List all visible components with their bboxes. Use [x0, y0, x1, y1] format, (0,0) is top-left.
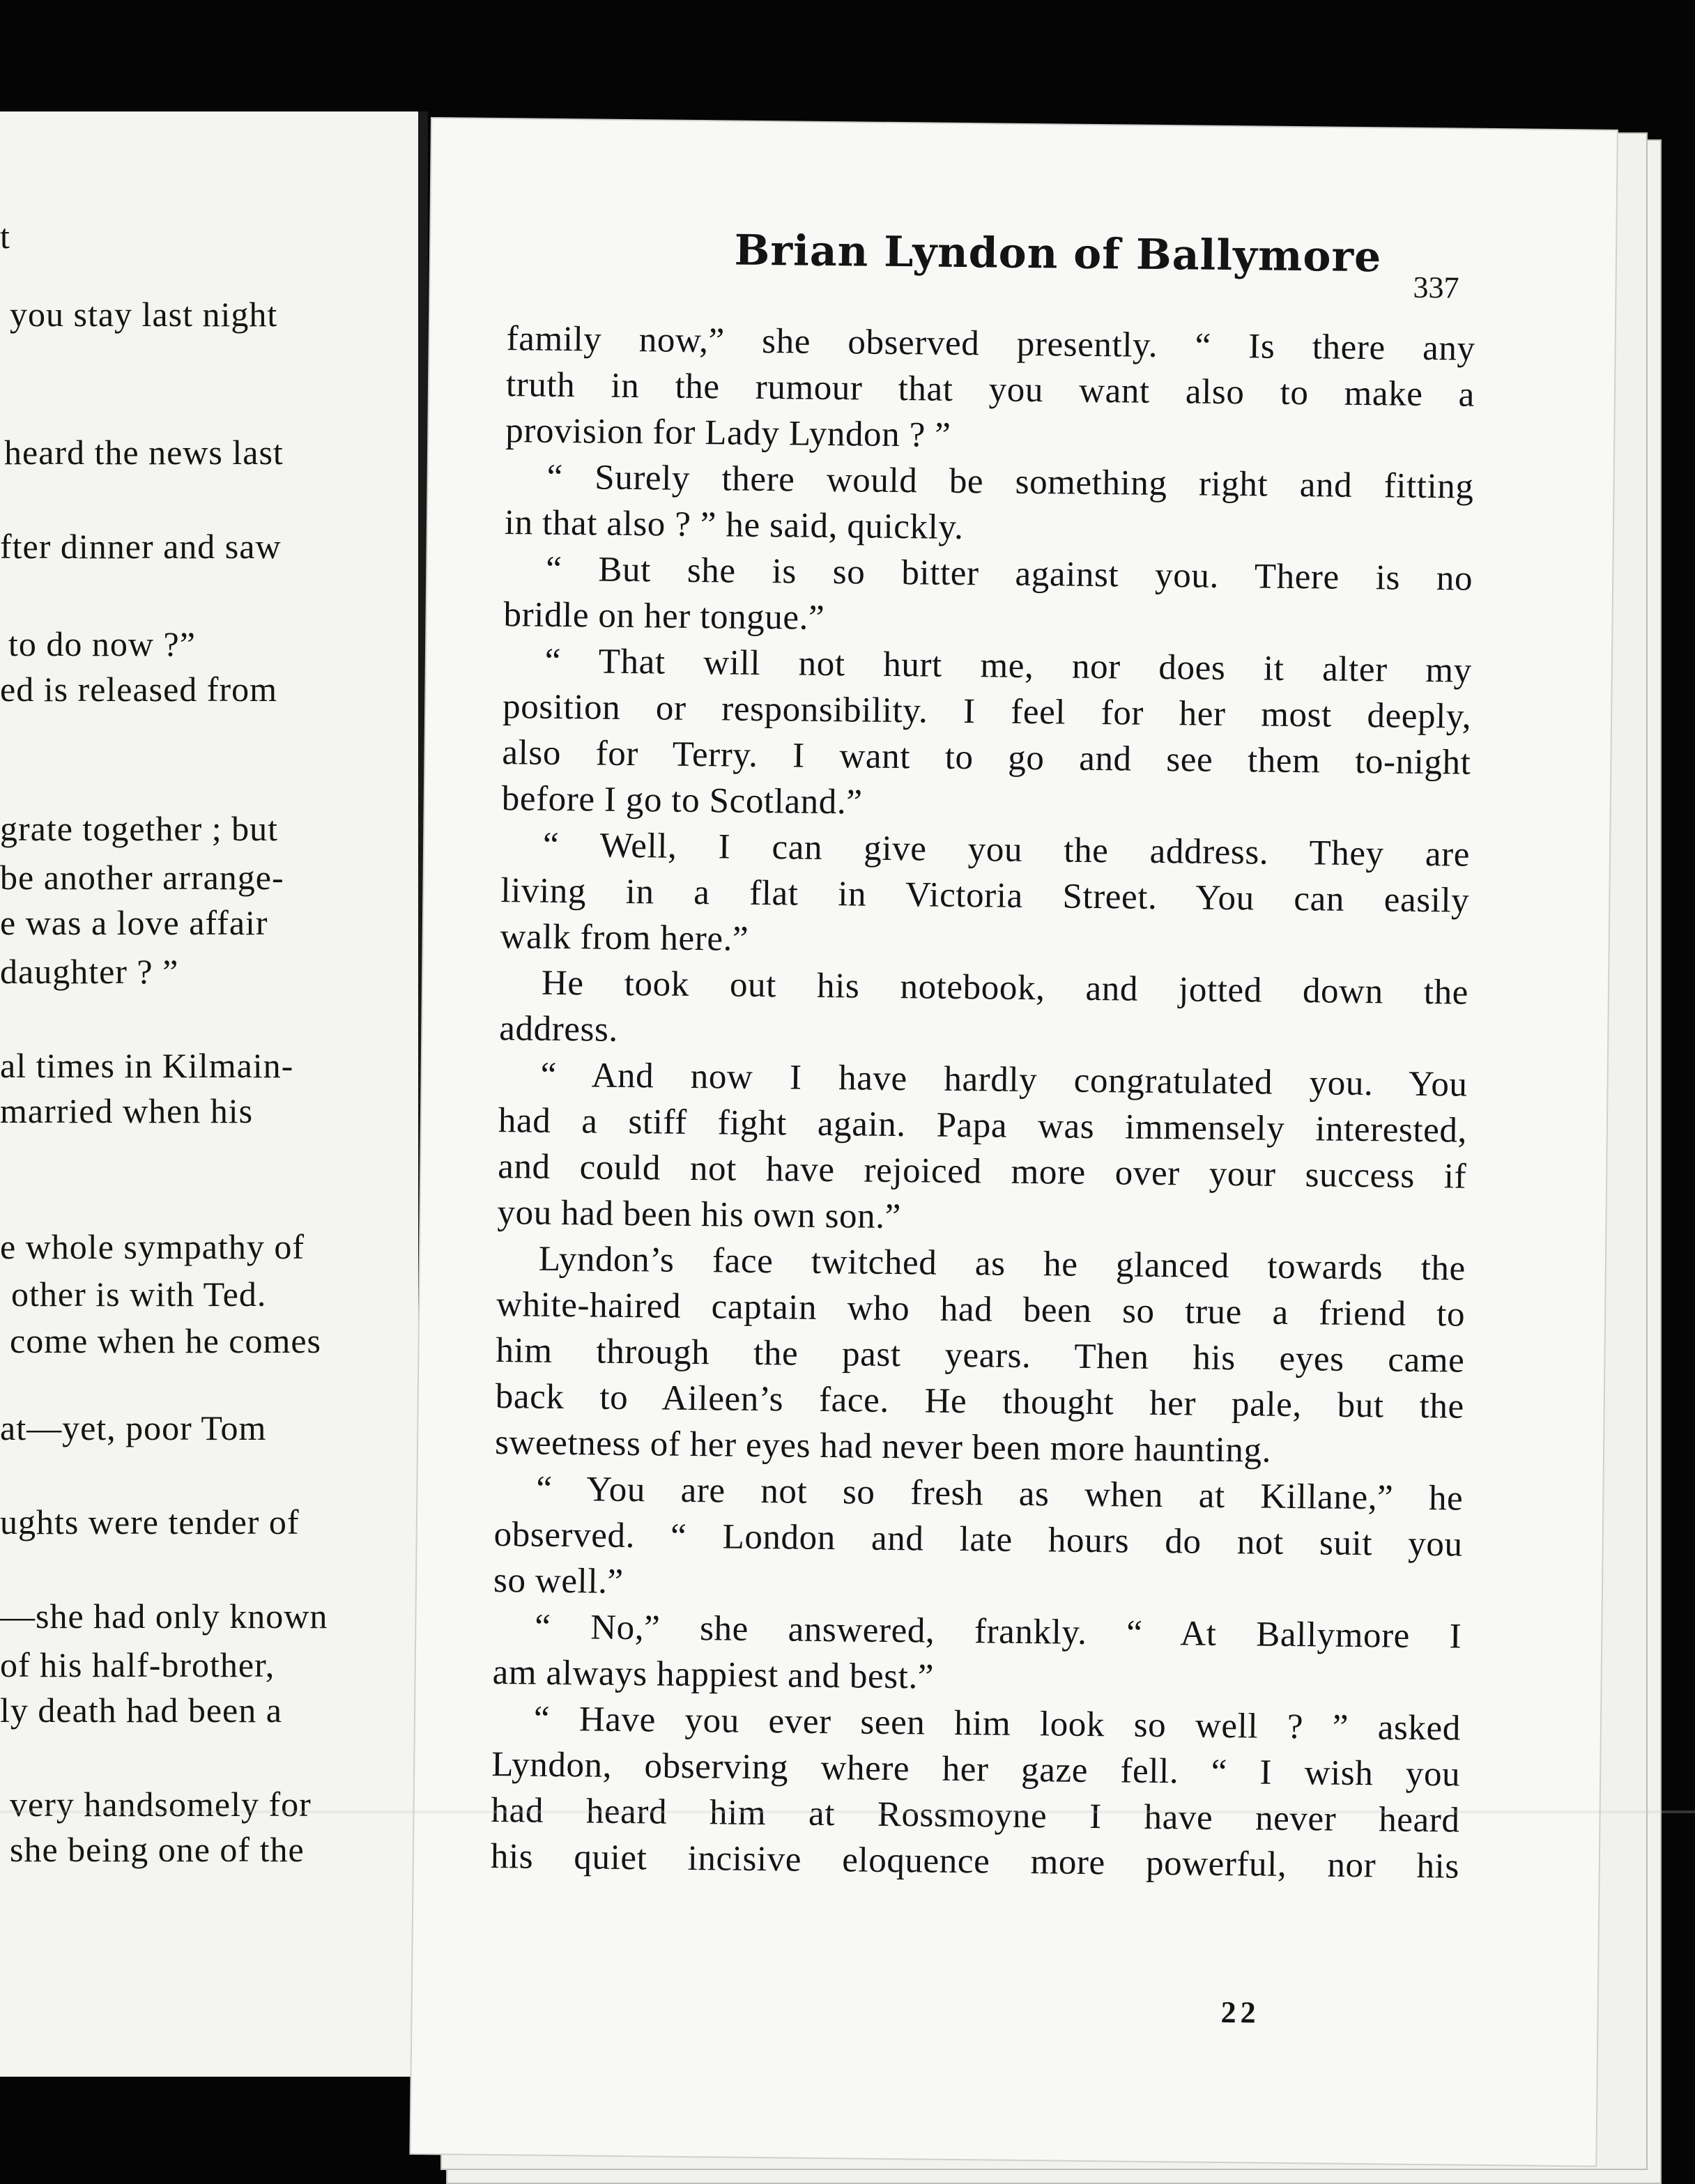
text-line: also for Terry. I want to go and see them to-night [502, 733, 1471, 783]
text-line: back to Aileen’s face. He thought her pale, but the [495, 1377, 1465, 1426]
text-line: “ But she is so bitter against you. There is no [545, 549, 1473, 599]
text-line: Lyndon, observing where her gaze fell. “ I wish you [491, 1745, 1461, 1794]
left-line: e whole sympathy of [0, 1227, 305, 1266]
text-line: before I go to Scotland.” [501, 779, 863, 822]
left-line: —she had only known [0, 1597, 328, 1636]
right-page [411, 118, 1616, 2166]
left-line: al times in Kilmain- [0, 1046, 294, 1085]
left-line: of his half-brother, [0, 1645, 275, 1684]
body-text [491, 316, 1475, 1889]
text-line: Lyndon’s face twitched as he glanced towards the [538, 1239, 1466, 1289]
left-line: be another arrange- [0, 858, 284, 897]
text-line: living in a flat in Victoria Street. You can easily [500, 871, 1470, 921]
signature-mark: 22 [1220, 1995, 1260, 2030]
left-page [0, 111, 428, 2077]
left-line: ughts were tender of [0, 1502, 300, 1541]
left-line: daughter ? ” [0, 952, 179, 991]
text-line: you had been his own son.” [497, 1193, 902, 1237]
left-line: very handsomely for [10, 1785, 312, 1824]
text-line: observed. “ London and late hours do not suit you [493, 1515, 1463, 1564]
text-line: “ No,” she answered, frankly. “ At Ballymore I [535, 1607, 1462, 1656]
left-line: come when he comes [10, 1321, 322, 1360]
left-line: you stay last night [10, 295, 278, 334]
page-number: 337 [1413, 270, 1459, 305]
text-line: had a stiff fight again. Papa was immensely interested, [498, 1101, 1468, 1151]
left-line: e was a love affair [0, 903, 268, 942]
text-line: had heard him at Rossmoyne I have never heard [491, 1791, 1460, 1840]
text-line: “ That will not hurt me, nor does it alter my [544, 641, 1473, 691]
text-line: and could not have rejoiced more over your success if [497, 1147, 1467, 1197]
text-line: sweetness of her eyes had never been more haunting. [494, 1423, 1272, 1470]
text-line: in that also ? ” he said, quickly. [504, 503, 964, 548]
left-line: ly death had been a [0, 1691, 282, 1730]
left-line: heard the news last [4, 433, 284, 472]
text-line: his quiet incisive eloquence more powerful, nor his [490, 1837, 1460, 1886]
text-line: “ Well, I can give you the address. They are [542, 825, 1471, 875]
scan-artifact [0, 1810, 1695, 1813]
text-line: walk from here.” [500, 917, 749, 959]
left-line: t [0, 217, 10, 256]
left-line: other is with Ted. [11, 1275, 267, 1314]
text-line: white-haired captain who had been so true a friend to [496, 1285, 1466, 1335]
text-line: address. [499, 1009, 619, 1049]
text-line: “ You are not so fresh as when at Killane,” he [536, 1469, 1464, 1518]
text-line: “ Have you ever seen him look so well ? ” asked [533, 1699, 1462, 1748]
text-line: truth in the rumour that you want also to make a [505, 365, 1475, 415]
text-line: “ Surely there would be something right and fitting [546, 457, 1474, 507]
left-line: grate together ; but [0, 809, 279, 848]
text-line: “ And now I have hardly congratulated you. You [540, 1055, 1468, 1105]
text-line: position or responsibility. I feel for her most deeply, [502, 687, 1472, 737]
left-line: she being one of the [10, 1830, 305, 1869]
text-line: provision for Lady Lyndon ? ” [505, 411, 951, 455]
text-line: am always happiest and best.” [492, 1653, 935, 1697]
text-line: so well.” [493, 1561, 624, 1601]
left-line: ed is released from [0, 670, 278, 709]
text-line: He took out his notebook, and jotted down the [541, 963, 1469, 1013]
text-line: bridle on her tongue.” [503, 595, 825, 638]
running-head: Brian Lyndon of Ballymore [734, 226, 1382, 282]
text-line: him through the past years. Then his eyes came [496, 1331, 1465, 1381]
left-line: to do now ?” [8, 624, 196, 663]
text-line: family now,” she observed presently. “ Is there any [506, 319, 1475, 369]
left-line: at—yet, poor Tom [0, 1408, 267, 1447]
left-line: fter dinner and saw [0, 527, 282, 566]
left-line: married when his [0, 1091, 254, 1130]
